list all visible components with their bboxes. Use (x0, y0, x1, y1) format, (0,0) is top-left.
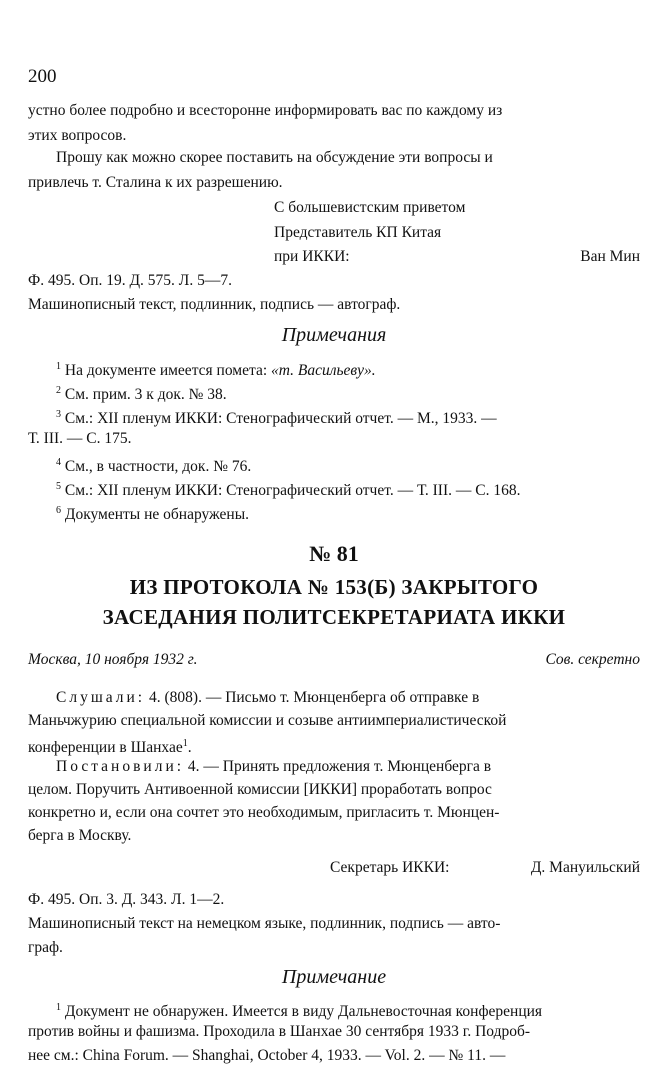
note-4-text: См., в частности, док. № 76. (64, 458, 252, 476)
heard-label: Слушали: (56, 689, 146, 706)
final-note-line-1-text: Документ не обнаружен. Имеется в виду Дальневосточная конференция (64, 1003, 543, 1021)
document-classification: Сов. секретно (545, 651, 640, 668)
signature-role-1: Представитель КП Китая (274, 224, 442, 241)
note-1-number: 1 (56, 361, 61, 372)
notes-heading: Примечания (281, 324, 387, 346)
signature-role-2: при ИККИ: (274, 248, 350, 265)
note-4-number: 4 (56, 457, 61, 468)
archive-desc-2-line-1: Машинописный текст на немецком языке, подлинник, подпись — авто- (28, 915, 501, 932)
note-heading: Примечание (281, 966, 387, 988)
archive-ref-1: Ф. 495. Оп. 19. Д. 575. Л. 5—7. (28, 272, 232, 289)
archive-desc-2-line-2: граф. (28, 939, 63, 956)
note-2-text: См. прим. 3 к док. № 38. (64, 386, 227, 404)
document-number: № 81 (309, 541, 359, 566)
document-page (28, 0, 640, 1073)
intro-line-3: Прошу как можно скорее поставить на обсуждение эти вопросы и (56, 149, 493, 166)
heard-line-1-text: 4. (808). — Письмо т. Мюнценберга об отправке в (149, 689, 480, 706)
final-note-number: 1 (56, 1002, 61, 1013)
final-note-line-3: нее см.: China Forum. — Shanghai, October 4, 1933. — Vol. 2. — № 11. — (28, 1047, 506, 1064)
note-5-text: См.: XII пленум ИККИ: Стенографический отчет. — Т. III. — С. 168. (64, 482, 521, 500)
secretary-role: Секретарь ИККИ: (330, 859, 450, 876)
heard-line-3-text: конференции в Шанхае (28, 739, 183, 757)
intro-line-1-text: устно более подробно и всесторонне информировать вас по каждому из (28, 102, 503, 119)
archive-desc-1: Машинописный текст, подлинник, подпись — автограф. (28, 296, 401, 313)
note-5-number: 5 (56, 481, 61, 492)
heard-line-1 (28, 685, 640, 710)
note-2-number: 2 (56, 385, 61, 396)
note-3-line-2: Т. III. — С. 175. (28, 430, 132, 447)
signature-greeting: С большевистским приветом (274, 199, 466, 216)
note-3-line-1: См.: XII пленум ИККИ: Стенографический отчет. — М., 1933. — (64, 410, 497, 428)
archive-ref-2: Ф. 495. Оп. 3. Д. 343. Л. 1—2. (28, 891, 225, 908)
note-6 (28, 498, 640, 527)
resolved-line-1 (28, 754, 640, 779)
intro-line-4: привлечь т. Сталина к их разрешению. (28, 174, 283, 191)
intro-line-2: этих вопросов. (28, 127, 127, 144)
secretary-name: Д. Мануильский (530, 859, 640, 876)
resolved-line-2: целом. Поручить Антивоенной комиссии [ИККИ] проработать вопрос (28, 781, 492, 798)
document-place-date: Москва, 10 ноября 1932 г. (28, 651, 198, 668)
intro-line-1 (28, 98, 640, 123)
resolved-line-3: конкретно и, если она сочтет это необходимым, пригласить т. Мюнцен- (28, 804, 500, 821)
document-title-line-1: ИЗ ПРОТОКОЛА № 153(Б) ЗАКРЫТОГО (129, 575, 539, 599)
note-1-italic: «т. Васильеву». (271, 362, 376, 380)
note-6-text: Документы не обнаружены. (64, 506, 250, 524)
heard-line-2: Маньчжурию специальной комиссии и созыве антиимпериалистической (28, 712, 507, 729)
resolved-line-4: берга в Москву. (28, 827, 132, 844)
note-1-text: На документе имеется помета: (64, 362, 268, 380)
page-number: 200 (28, 66, 57, 87)
note-3-number: 3 (56, 409, 61, 420)
resolved-line-1-text: 4. — Принять предложения т. Мюнценберга в (187, 758, 492, 775)
final-note-line-2: против войны и фашизма. Проходила в Шанхае 30 сентября 1933 г. Подроб- (28, 1023, 531, 1040)
signature-name: Ван Мин (580, 248, 640, 265)
resolved-label: Постановили: (56, 758, 185, 775)
document-title-line-2: ЗАСЕДАНИЯ ПОЛИТСЕКРЕТАРИАТА ИККИ (102, 605, 566, 629)
heard-line-3: конференции в Шанхае$^1$. (28, 738, 192, 757)
heard-footnote-ref: 1 (182, 738, 188, 749)
note-6-number: 6 (56, 505, 61, 516)
